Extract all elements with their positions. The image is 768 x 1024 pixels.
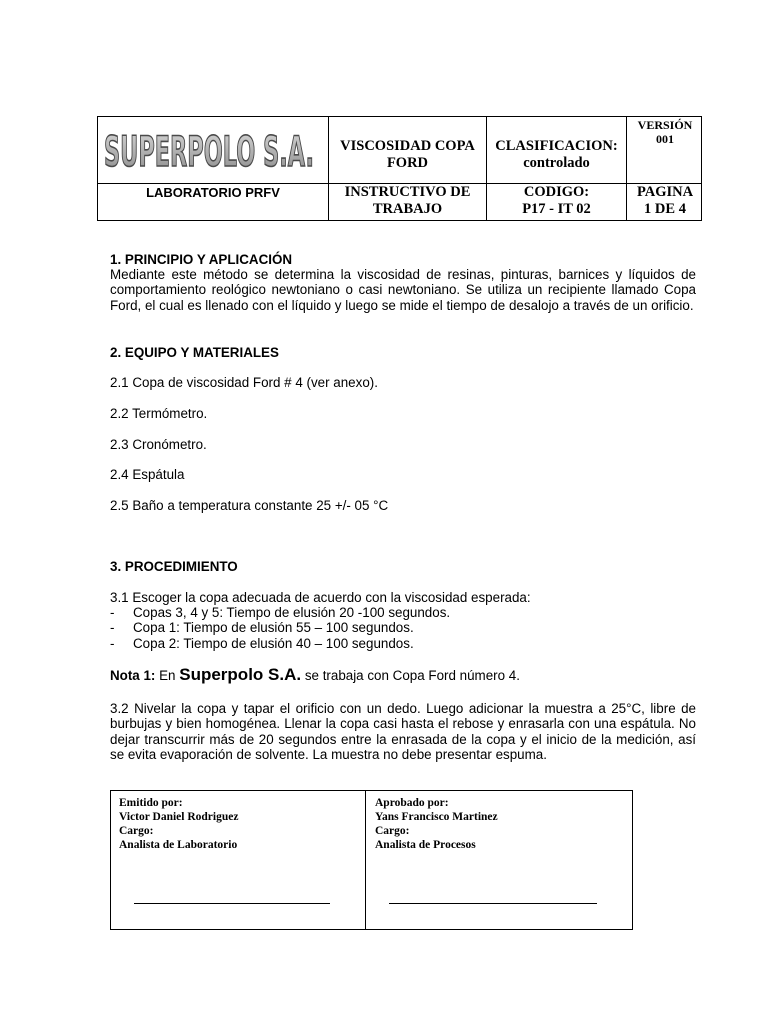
equipment-item: 2.5 Baño a temperatura constante 25 +/- 05 °C	[110, 498, 389, 513]
code-label: CODIGO:	[523, 184, 590, 200]
equipment-item: 2.4 Espátula	[110, 467, 185, 482]
issued-by-label: Emitido por:	[119, 797, 183, 809]
approver-role: Analista de Procesos	[375, 839, 476, 851]
version-value: 001	[656, 132, 674, 146]
approver-name: Yans Francisco Martinez	[375, 811, 498, 823]
section-2-heading: 2. EQUIPO Y MATERIALES	[110, 345, 279, 360]
list-item: - Copas 3, 4 y 5: Tiempo de elusión 20 -100 segundos.	[110, 605, 451, 620]
note-label: Nota 1:	[110, 668, 156, 683]
cup-list	[110, 605, 696, 651]
issuer-role-label: Cargo:	[119, 825, 154, 837]
step-3-1: 3.1 Escoger la copa adecuada de acuerdo con la viscosidad esperada:	[110, 590, 531, 605]
section-1-text: Mediante este método se determina la viscosidad de resinas, pinturas, barnices y líquidos de comportamiento reológico newtoniano o casi newtoniano. Se utiliza un recipiente llamado Copa Ford, el cual es llenado con el líquido y luego se mide el tiempo de desalojo a través de un orificio.	[110, 267, 696, 313]
section-1-heading: 1. PRINCIPIO Y APLICACIÓN	[110, 252, 293, 267]
issuer-role: Analista de Laboratorio	[119, 839, 238, 851]
approver-role-label: Cargo:	[375, 825, 410, 837]
approved-by-label: Aprobado por:	[375, 797, 449, 809]
signature-box	[110, 790, 633, 930]
document-title-line1: VISCOSIDAD COPA	[340, 138, 475, 154]
page-value: 1 DE 4	[644, 201, 686, 217]
note-company: Superpolo S.A.	[179, 665, 302, 684]
lab-name: LABORATORIO PRFV	[146, 185, 280, 200]
step-3-2: 3.2 Nivelar la copa y tapar el orificio con un dedo. Luego adicionar la muestra a 25°C, libre de burbujas y bien homogénea. Llenar la copa casi hasta el rebose y enrasarla con una espátula. No dejar transcurrir más de 20 segundos entre la enrasada de la copa y el inicio de la medición, así se evita evaporación de solvente. La muestra no debe presentar espuma.	[110, 701, 696, 763]
note-1: Nota 1: En Superpolo S.A. se trabaja con Copa Ford número 4.	[110, 665, 520, 684]
list-item: - Copa 1: Tiempo de elusión 55 – 100 segundos.	[110, 620, 414, 636]
issuer-signature-line	[134, 903, 330, 904]
document-header-table	[97, 116, 702, 221]
signature-divider	[365, 791, 366, 929]
issued-by-block	[119, 796, 238, 852]
version-label: VERSIÓN	[637, 118, 693, 132]
superpolo-logo	[100, 119, 328, 181]
document-title-line2: FORD	[386, 155, 429, 171]
equipment-item: 2.1 Copa de viscosidad Ford # 4 (ver anexo).	[110, 375, 378, 390]
svg-text:SUPERPOLO S.A.: SUPERPOLO S.A.	[104, 127, 314, 176]
page-label: PAGINA	[636, 184, 694, 200]
doc-type-line1: INSTRUCTIVO DE	[344, 184, 471, 200]
classification-value: controlado	[523, 155, 590, 171]
approver-signature-line	[389, 903, 597, 904]
issuer-name: Victor Daniel Rodriguez	[119, 811, 239, 823]
section-3-heading: 3. PROCEDIMIENTO	[110, 559, 238, 574]
code-value: P17 - IT 02	[522, 201, 591, 217]
equipment-item: 2.2 Termómetro.	[110, 406, 208, 421]
doc-type-line2: TRABAJO	[372, 201, 443, 217]
classification-label: CLASIFICACION:	[495, 138, 618, 154]
equipment-item: 2.3 Cronómetro.	[110, 437, 207, 452]
approved-by-block	[375, 796, 498, 852]
list-item: - Copa 2: Tiempo de elusión 40 – 100 segundos.	[110, 635, 414, 651]
